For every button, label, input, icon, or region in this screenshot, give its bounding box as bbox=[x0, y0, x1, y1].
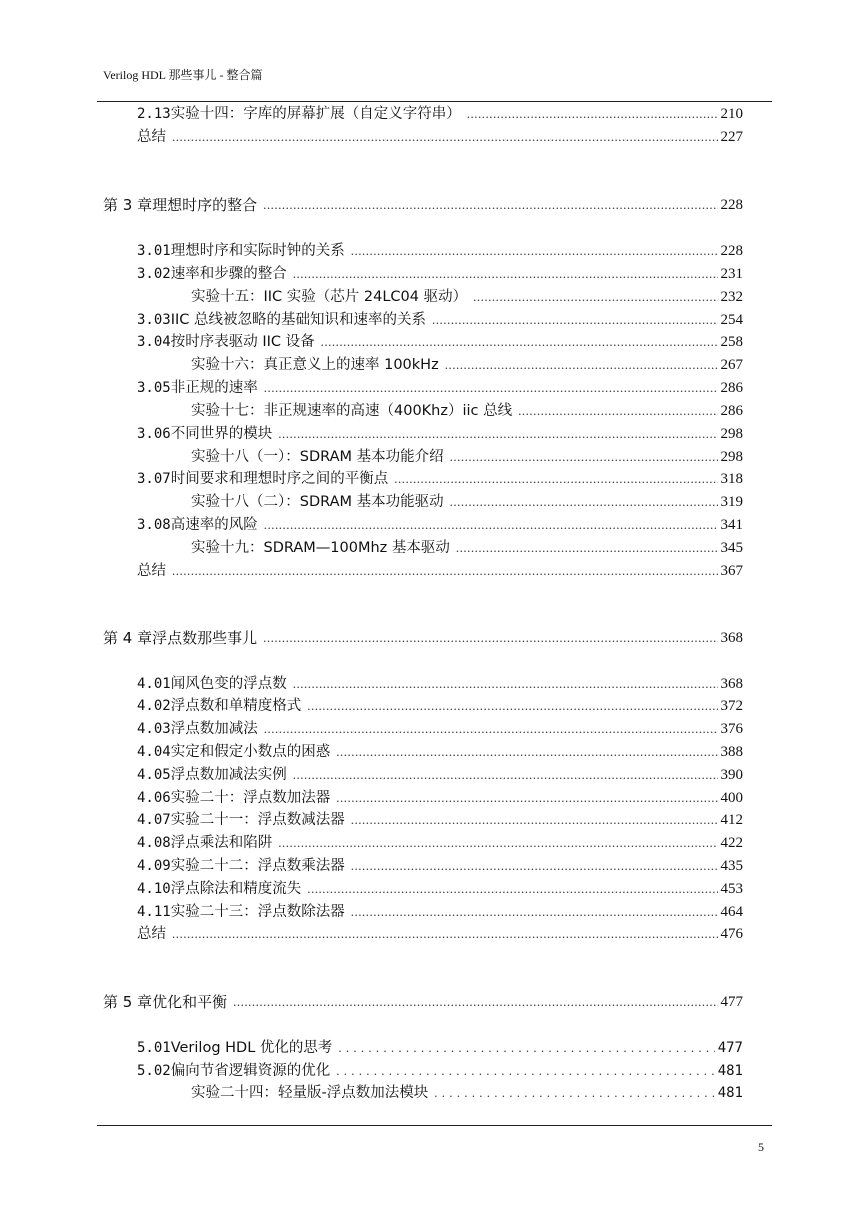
entry-number: 4.06 bbox=[137, 790, 171, 806]
entry-number: 5.02 bbox=[137, 1063, 171, 1079]
entry-number: 4.09 bbox=[137, 858, 171, 874]
entry-title: 浮点数加减法实例 bbox=[170, 767, 287, 783]
dot-leader bbox=[233, 992, 717, 1012]
toc-entry[interactable] bbox=[137, 515, 743, 535]
toc-entry[interactable] bbox=[137, 879, 743, 899]
toc-entry[interactable] bbox=[137, 378, 743, 398]
dot-leader bbox=[172, 561, 718, 581]
entry-title: 浮点乘法和陷阱 bbox=[170, 835, 273, 851]
dot-leader bbox=[456, 538, 718, 558]
entry-title: 实验十六：真正意义上的速率 100kHz bbox=[191, 357, 439, 373]
entry-title: 实验二十四：轻量版-浮点数加法模块 bbox=[191, 1085, 429, 1101]
entry-page: 464 bbox=[720, 904, 743, 920]
entry-title: 实验十八（一）：SDRAM 基本功能介绍 bbox=[191, 449, 444, 465]
dot-leader bbox=[434, 1083, 714, 1103]
entry-title: 偏向节省逻辑资源的优化 bbox=[170, 1063, 331, 1079]
entry-title: 非正规的速率 bbox=[170, 380, 258, 396]
entry-number: 4.08 bbox=[137, 835, 171, 851]
toc-chapter[interactable] bbox=[103, 628, 743, 648]
entry-title: 实验二十三：浮点数除法器 bbox=[170, 904, 345, 920]
entry-number: 2.13 bbox=[137, 106, 171, 122]
entry-title: 实验二十一：浮点数减法器 bbox=[170, 812, 345, 828]
entry-page: 318 bbox=[720, 471, 743, 487]
toc-entry[interactable] bbox=[137, 1061, 743, 1081]
dot-leader bbox=[278, 833, 717, 853]
toc-entry[interactable] bbox=[191, 492, 743, 512]
entry-page: 476 bbox=[720, 926, 743, 942]
dot-leader bbox=[432, 310, 717, 330]
toc-entry[interactable] bbox=[137, 674, 743, 694]
entry-title: 实验十八（二）：SDRAM 基本功能驱动 bbox=[191, 494, 444, 510]
dot-leader bbox=[172, 924, 718, 944]
entry-page: 388 bbox=[720, 744, 743, 760]
toc-entry[interactable] bbox=[191, 355, 743, 375]
entry-page: 341 bbox=[720, 517, 743, 533]
toc-entry[interactable] bbox=[137, 424, 743, 444]
entry-page: 254 bbox=[720, 312, 743, 328]
chapter-number: 第 5 章 bbox=[103, 993, 153, 1011]
chapter-number: 第 4 章 bbox=[103, 629, 153, 647]
entry-page: 298 bbox=[720, 449, 743, 465]
dot-leader bbox=[264, 378, 718, 398]
entry-page: 477 bbox=[720, 994, 743, 1010]
toc-entry[interactable] bbox=[137, 856, 743, 876]
entry-title: 理想时序和实际时钟的关系 bbox=[170, 243, 345, 259]
entry-title: 按时序表驱动 IIC 设备 bbox=[170, 334, 315, 350]
entry-page: 372 bbox=[720, 698, 743, 714]
entry-page: 481 bbox=[717, 1063, 743, 1079]
dot-leader bbox=[450, 447, 718, 467]
entry-title: 总结 bbox=[137, 129, 166, 145]
entry-title: 浮点除法和精度流失 bbox=[170, 881, 302, 897]
entry-title: 实验十九：SDRAM—100Mhz 基本驱动 bbox=[191, 540, 450, 556]
running-header: Verilog HDL 那些事儿 - 整合篇 bbox=[103, 68, 263, 82]
entry-number: 4.02 bbox=[137, 698, 171, 714]
dot-leader bbox=[264, 719, 718, 739]
entry-page: 210 bbox=[720, 106, 743, 122]
dot-leader bbox=[321, 332, 718, 352]
dot-leader bbox=[445, 355, 718, 375]
dot-leader bbox=[351, 856, 718, 876]
entry-page: 231 bbox=[720, 266, 743, 282]
entry-number: 3.07 bbox=[137, 471, 171, 487]
toc-entry[interactable] bbox=[137, 310, 743, 330]
entry-title: 实验二十二：浮点数乘法器 bbox=[170, 858, 345, 874]
entry-title: 实定和假定小数点的困惑 bbox=[170, 744, 331, 760]
entry-page: 286 bbox=[720, 380, 743, 396]
dot-leader bbox=[336, 788, 717, 808]
toc-entry[interactable] bbox=[137, 810, 743, 830]
entry-title: 时间要求和理想时序之间的平衡点 bbox=[170, 471, 389, 487]
entry-number: 4.04 bbox=[137, 744, 171, 760]
toc-entry[interactable] bbox=[137, 742, 743, 762]
dot-leader bbox=[307, 696, 717, 716]
toc-entry[interactable] bbox=[191, 538, 743, 558]
entry-page: 376 bbox=[720, 721, 743, 737]
dot-leader bbox=[351, 902, 718, 922]
footer-rule bbox=[97, 1125, 772, 1126]
toc-chapter[interactable] bbox=[103, 992, 743, 1012]
entry-page: 368 bbox=[720, 676, 743, 692]
entry-title: 速率和步骤的整合 bbox=[170, 266, 287, 282]
entry-title: 实验十四：字库的屏幕扩展（自定义字符串） bbox=[170, 106, 461, 122]
chapter-title: 理想时序的整合 bbox=[152, 196, 258, 214]
dot-leader bbox=[293, 674, 718, 694]
toc-entry[interactable] bbox=[137, 902, 743, 922]
entry-title: 高速率的风险 bbox=[170, 517, 258, 533]
dot-leader bbox=[263, 628, 717, 648]
toc-entry[interactable] bbox=[137, 696, 743, 716]
entry-number: 3.04 bbox=[137, 334, 171, 350]
entry-title: IIC 总线被忽略的基础知识和速率的关系 bbox=[170, 312, 427, 328]
dot-leader bbox=[264, 515, 718, 535]
dot-leader bbox=[450, 492, 718, 512]
entry-number: 4.01 bbox=[137, 676, 171, 692]
entry-page: 400 bbox=[720, 790, 743, 806]
dot-leader bbox=[351, 810, 718, 830]
entry-number: 3.06 bbox=[137, 426, 171, 442]
dot-leader bbox=[338, 1038, 714, 1058]
toc-entry[interactable] bbox=[137, 765, 743, 785]
toc-entry[interactable] bbox=[137, 332, 743, 352]
toc-entry[interactable] bbox=[137, 719, 743, 739]
toc-entry[interactable] bbox=[191, 1083, 743, 1103]
toc-chapter[interactable] bbox=[103, 195, 743, 215]
entry-page: 298 bbox=[720, 426, 743, 442]
entry-title: 实验十五：IIC 实验（芯片 24LC04 驱动） bbox=[191, 289, 468, 305]
entry-number: 4.03 bbox=[137, 721, 171, 737]
entry-title: 实验十七：非正规速率的高速（400Khz）iic 总线 bbox=[191, 403, 513, 419]
dot-leader bbox=[172, 127, 718, 147]
dot-leader bbox=[351, 241, 718, 261]
entry-page: 453 bbox=[720, 881, 743, 897]
entry-title: 总结 bbox=[137, 563, 166, 579]
entry-title: 浮点数和单精度格式 bbox=[170, 698, 302, 714]
entry-number: 4.11 bbox=[137, 904, 171, 920]
entry-page: 422 bbox=[720, 835, 743, 851]
entry-page: 267 bbox=[720, 357, 743, 373]
entry-page: 227 bbox=[720, 129, 743, 145]
entry-number: 4.05 bbox=[137, 767, 171, 783]
entry-page: 319 bbox=[720, 494, 743, 510]
dot-leader bbox=[336, 1061, 714, 1081]
chapter-title: 优化和平衡 bbox=[152, 993, 228, 1011]
entry-number: 4.07 bbox=[137, 812, 171, 828]
entry-page: 286 bbox=[720, 403, 743, 419]
entry-title: 浮点数加减法 bbox=[170, 721, 258, 737]
toc-entry[interactable] bbox=[137, 241, 743, 261]
chapter-number: 第 3 章 bbox=[103, 196, 153, 214]
entry-title: 总结 bbox=[137, 926, 166, 942]
dot-leader bbox=[307, 879, 717, 899]
entry-number: 3.01 bbox=[137, 243, 171, 259]
entry-page: 477 bbox=[717, 1040, 743, 1056]
dot-leader bbox=[467, 104, 718, 124]
entry-page: 390 bbox=[720, 767, 743, 783]
toc-entry[interactable] bbox=[137, 127, 743, 147]
entry-page: 481 bbox=[717, 1085, 743, 1101]
entry-number: 4.10 bbox=[137, 881, 171, 897]
entry-page: 412 bbox=[720, 812, 743, 828]
entry-page: 368 bbox=[720, 630, 743, 646]
toc-entry[interactable] bbox=[137, 833, 743, 853]
dot-leader bbox=[473, 287, 717, 307]
entry-title: 实验二十：浮点数加法器 bbox=[170, 790, 331, 806]
toc-entry[interactable] bbox=[191, 287, 743, 307]
chapter-title: 浮点数那些事儿 bbox=[152, 629, 258, 647]
toc-entry[interactable] bbox=[137, 469, 743, 489]
entry-number: 3.08 bbox=[137, 517, 171, 533]
toc-entry[interactable] bbox=[137, 788, 743, 808]
dot-leader bbox=[263, 195, 717, 215]
dot-leader bbox=[293, 264, 718, 284]
entry-number: 3.03 bbox=[137, 312, 171, 328]
dot-leader bbox=[336, 742, 717, 762]
toc-entry[interactable] bbox=[137, 1038, 743, 1058]
entry-page: 232 bbox=[720, 289, 743, 305]
entry-number: 5.01 bbox=[137, 1040, 171, 1056]
toc-entry[interactable] bbox=[137, 264, 743, 284]
entry-page: 228 bbox=[720, 197, 743, 213]
dot-leader bbox=[278, 424, 717, 444]
toc-entry[interactable] bbox=[191, 447, 743, 467]
toc-entry[interactable] bbox=[137, 924, 743, 944]
entry-page: 258 bbox=[720, 334, 743, 350]
toc-entry[interactable] bbox=[191, 401, 743, 421]
entry-title: 不同世界的模块 bbox=[170, 426, 273, 442]
entry-page: 345 bbox=[720, 540, 743, 556]
dot-leader bbox=[293, 765, 718, 785]
page-number: 5 bbox=[758, 1140, 764, 1154]
entry-page: 367 bbox=[720, 563, 743, 579]
entry-page: 228 bbox=[720, 243, 743, 259]
entry-title: 闻风色变的浮点数 bbox=[170, 676, 287, 692]
toc-entry[interactable] bbox=[137, 561, 743, 581]
entry-page: 435 bbox=[720, 858, 743, 874]
entry-number: 3.05 bbox=[137, 380, 171, 396]
toc-entry[interactable] bbox=[137, 104, 743, 124]
entry-number: 3.02 bbox=[137, 266, 171, 282]
dot-leader bbox=[394, 469, 717, 489]
dot-leader bbox=[518, 401, 717, 421]
entry-title: Verilog HDL 优化的思考 bbox=[170, 1040, 333, 1056]
